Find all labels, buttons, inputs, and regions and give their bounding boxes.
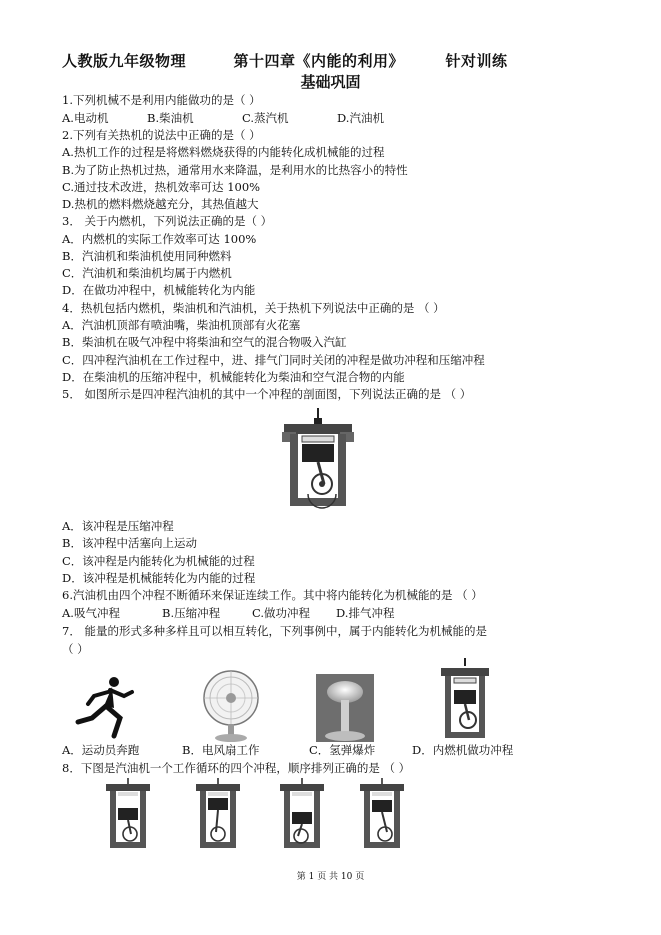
q4-option-a: A．汽油机顶部有喷油嘴，柴油机顶部有火花塞	[62, 318, 301, 332]
q1-stem: 1.下列机械不是利用内能做功的是（ ）	[62, 93, 261, 107]
q7-caption-b: B．电风扇工作	[182, 743, 260, 757]
engine-power-stroke-image	[438, 658, 492, 742]
q1-option-b: B.柴油机	[147, 111, 194, 125]
q3-option-c: C．汽油机和柴油机均属于内燃机	[62, 266, 232, 280]
q7-caption-c: C．氢弹爆炸	[309, 743, 376, 757]
q5-option-a: A．该冲程是压缩冲程	[62, 519, 174, 533]
title-chapter: 第十四章《内能的利用》	[233, 52, 404, 70]
q5-option-c: C．该冲程是内能转化为机械能的过程	[62, 554, 255, 568]
q2-option-b: B.为了防止热机过热，通常用水来降温，是利用水的比热容小的特性	[62, 163, 408, 177]
page-title	[62, 50, 507, 71]
q4-stem: 4．热机包括内燃机，柴油机和汽油机，关于热机下列说法中正确的是 （ ）	[62, 301, 445, 315]
q4-option-c: C．四冲程汽油机在工作过程中，进、排气门同时关闭的冲程是做功冲程和压缩冲程	[62, 353, 485, 367]
title-training: 针对训练	[445, 52, 508, 70]
q6-option-d: D.排气冲程	[336, 606, 395, 620]
q6-options	[62, 605, 394, 621]
q5-stem: 5． 如图所示是四冲程汽油机的其中一个冲程的剖面图，下列说法正确的是 （ ）	[62, 387, 472, 401]
q6-option-c: C.做功冲程	[252, 606, 311, 620]
q8-stem: 8．下图是汽油机一个工作循环的四个冲程，顺序排列正确的是 （ ）	[62, 761, 411, 775]
page-footer: 第 1 页 共 10 页	[296, 872, 365, 882]
q3-option-b: B．汽油机和柴油机使用同种燃料	[62, 249, 232, 263]
q7-caption-d: D．内燃机做功冲程	[412, 743, 514, 757]
q3-option-a: A．内燃机的实际工作效率可达 100%	[62, 232, 257, 246]
q7-stem-bracket: （ ）	[62, 642, 89, 656]
runner-image	[74, 674, 136, 742]
q2-option-c: C.通过技术改进，热机效率可达 100%	[62, 180, 261, 194]
q4-option-d: D．在柴油机的压缩冲程中，机械能转化为柴油和空气混合物的内能	[62, 370, 405, 384]
q5-option-d: D．该冲程是机械能转化为内能的过程	[62, 571, 256, 585]
stroke-diagram-4	[358, 778, 406, 852]
stroke-diagram-1	[104, 778, 152, 852]
q1-option-c: C.蒸汽机	[242, 111, 289, 125]
q3-option-d: D．在做功冲程中，机械能转化为内能	[62, 283, 256, 297]
q2-stem: 2.下列有关热机的说法中正确的是（ ）	[62, 128, 261, 142]
hydrogen-bomb-image	[316, 674, 374, 742]
q6-option-a: A.吸气冲程	[62, 606, 120, 620]
q4-option-b: B．柴油机在吸气冲程中将柴油和空气的混合物吸入汽缸	[62, 335, 347, 349]
title-grade: 人教版九年级物理	[62, 52, 187, 70]
q7-caption-a: A．运动员奔跑	[62, 743, 140, 757]
q2-option-a: A.热机工作的过程是将燃料燃烧获得的内能转化成机械能的过程	[62, 145, 385, 159]
engine-diagram	[278, 406, 358, 510]
q7-stem: 7． 能量的形式多种多样且可以相互转化，下列事例中，属于内能转化为机械能的是	[62, 624, 487, 638]
q5-option-b: B．该冲程中活塞向上运动	[62, 536, 197, 550]
q3-stem: 3． 关于内燃机，下列说法正确的是（ ）	[62, 214, 273, 228]
q6-stem: 6.汽油机由四个冲程不断循环来保证连续工作。其中将内能转化为机械能的是 （ ）	[62, 588, 483, 602]
section-title: 基础巩固	[300, 73, 361, 91]
q1-option-d: D.汽油机	[337, 111, 384, 125]
q2-option-d: D.热机的燃料燃烧越充分，其热值越大	[62, 197, 259, 211]
q1-options	[62, 110, 384, 126]
q6-option-b: B.压缩冲程	[162, 606, 221, 620]
electric-fan-image	[198, 668, 264, 744]
stroke-diagram-3	[278, 778, 326, 852]
stroke-diagram-2	[194, 778, 242, 852]
q1-option-a: A.电动机	[62, 111, 109, 125]
